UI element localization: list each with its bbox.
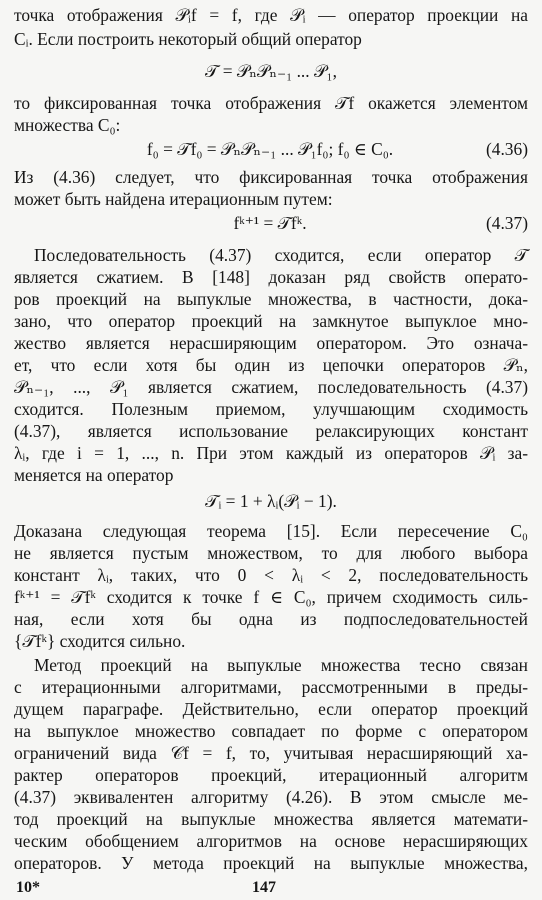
text-line: 𝒫ₙ₋₁, ..., 𝒫₁ является сжатием, последовательность (4.37) <box>14 377 528 397</box>
equation: fᵏ⁺¹ = 𝒯fᵏ. <box>233 213 307 233</box>
text-line: Последовательность (4.37) сходится, если оператор 𝒯 <box>34 245 528 265</box>
page-number: 147 <box>252 879 276 896</box>
text-line: Метод проекций на выпуклые множества тесно связан <box>34 655 528 675</box>
text-line: операторов. У метода проекций на выпуклые множества, <box>14 853 528 873</box>
text-line: ная, если хотя бы одна из подпоследовательностей <box>14 609 528 629</box>
text-line: ческим обобщением алгоритмов на основе нерасширяющих <box>14 831 528 851</box>
equation-number: (4.37) <box>485 213 528 233</box>
equation: 𝒯ᵢ = 1 + λᵢ(𝒫ᵢ − 1). <box>205 491 337 511</box>
text-line: Cᵢ. Если построить некоторый общий оператор <box>14 29 362 49</box>
text-line: тод проекций на выпуклые множества является математи- <box>14 809 528 829</box>
text-line: λᵢ, где i = 1, ..., n. При этом каждый из операторов 𝒫ᵢ за- <box>14 443 528 463</box>
text-line: зано, что оператор проекций на замкнутое выпуклое мно- <box>14 311 528 331</box>
text-line: констант λᵢ, таких, что 0 < λᵢ < 2, последовательность <box>14 565 528 585</box>
text-line: дущем параграфе. Действительно, если оператор проекций <box>14 699 528 719</box>
text-line: {𝒯fᵏ} сходится сильно. <box>14 631 186 651</box>
text-line: ет, что если хотя бы один из цепочки операторов 𝒫ₙ, <box>14 355 528 375</box>
signature-mark: 10* <box>16 879 40 896</box>
text-line: с итерационными алгоритмами, рассмотренными в преды- <box>14 677 528 697</box>
text-line: жество является нерасширяющим оператором. Это означа- <box>14 333 528 353</box>
equation: f₀ = 𝒯f₀ = 𝒫ₙ𝒫ₙ₋₁ ... 𝒫₁f₀; f₀ ∈ C₀. <box>146 139 394 159</box>
text-line: Из (4.36) следует, что фиксированная точка отображения <box>14 167 528 187</box>
text-line: рактер операторов проекций, итерационный алгоритм <box>14 765 528 785</box>
text-line: сходится. Полезным приемом, улучшающим сходимость <box>14 399 528 419</box>
text-line: Доказана следующая теорема [15]. Если пересечение C₀ <box>14 521 528 541</box>
text-line: ограничений вида 𝒞f = f, то, учитывая нерасширяющий ха- <box>14 743 528 763</box>
equation-number: (4.36) <box>485 139 528 159</box>
text-line: то фиксированная точка отображения 𝒯f окажется элементом множества C₀: <box>14 93 528 135</box>
text-line: не является пустым множеством, то для любого выбора <box>14 543 528 563</box>
text-line: является сжатием. В [148] доказан ряд свойств операто- <box>14 267 528 287</box>
text-line: меняется на оператор <box>14 465 174 485</box>
text-line: (4.37) эквивалентен алгоритму (4.26). В этом смысле ме- <box>14 787 528 807</box>
text-line: fᵏ⁺¹ = 𝒯fᵏ сходится к точке f ∈ C₀, причем сходимость силь- <box>14 587 528 607</box>
text-line: может быть найдена итерационным путем: <box>14 189 333 209</box>
text-line: на выпуклое множество совпадает по форме с оператором <box>14 721 528 741</box>
text-line: (4.37), является использование релаксирующих констант <box>14 421 528 441</box>
equation: 𝒯 = 𝒫ₙ𝒫ₙ₋₁ ... 𝒫₁, <box>205 61 337 81</box>
text-line: ров проекций на выпуклые множества, в частности, дока- <box>14 289 528 309</box>
text-line: точка отображения 𝒫ᵢf = f, где 𝒫ᵢ — оператор проекции на <box>14 5 528 25</box>
